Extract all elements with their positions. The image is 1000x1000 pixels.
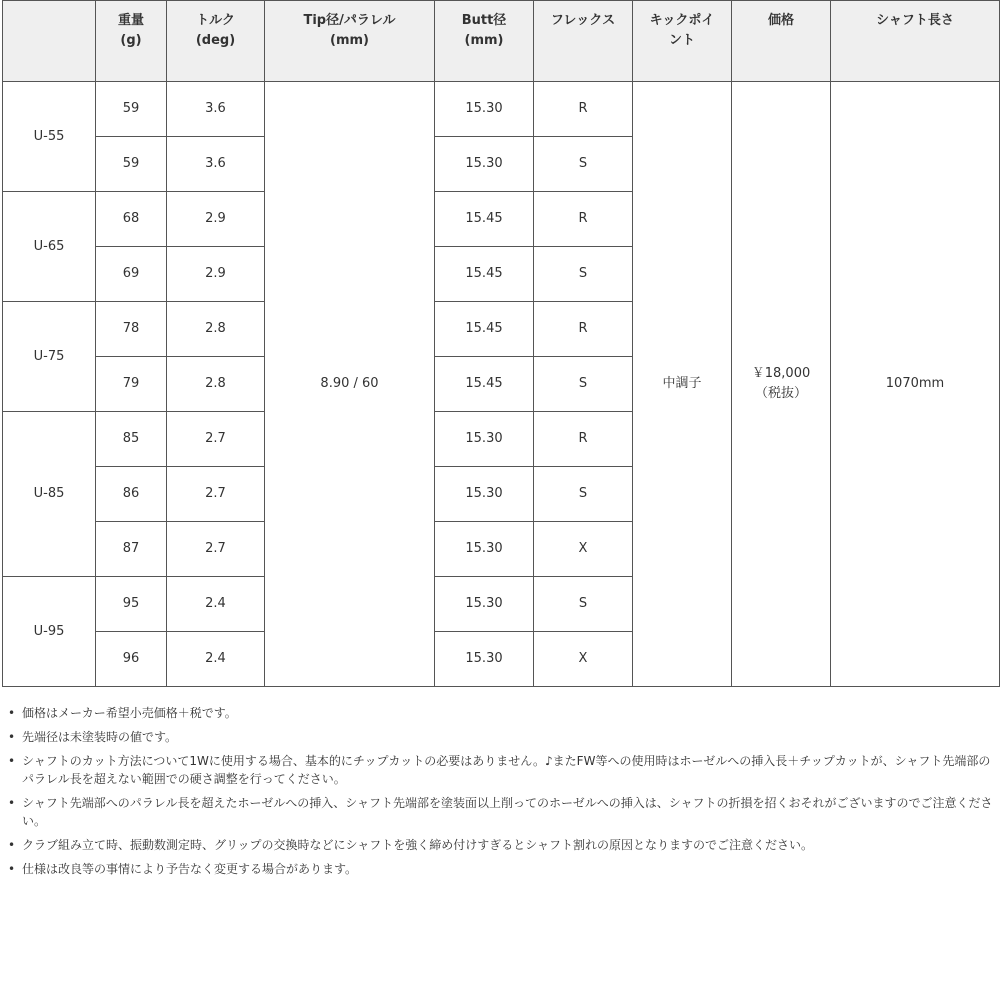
butt-cell: 15.30 <box>435 467 534 522</box>
flex-cell: S <box>534 467 633 522</box>
bullet-icon: • <box>8 838 16 852</box>
tip-cell: 8.90 / 60 <box>265 82 435 687</box>
torque-cell: 2.4 <box>167 632 265 687</box>
bullet-icon: • <box>8 706 16 720</box>
list-item <box>6 794 996 830</box>
list-item <box>6 752 996 788</box>
note-text: 先端径は未塗装時の値です。 <box>22 730 178 744</box>
list-item <box>6 728 996 746</box>
header-row <box>3 1 1000 82</box>
flex-cell: R <box>534 82 633 137</box>
torque-cell: 2.8 <box>167 357 265 412</box>
header-flex: フレックス <box>534 1 633 82</box>
header-price: 価格 <box>732 1 831 82</box>
bullet-icon: • <box>8 862 16 876</box>
butt-cell: 15.45 <box>435 247 534 302</box>
header-kick-point: キックポイ ント <box>633 1 732 82</box>
price-tax-note: （税抜） <box>754 386 807 401</box>
flex-cell: S <box>534 247 633 302</box>
butt-cell: 15.45 <box>435 357 534 412</box>
model-cell: U-95 <box>3 577 96 687</box>
model-cell: U-75 <box>3 302 96 412</box>
bullet-icon: • <box>8 754 16 768</box>
table-row <box>3 82 1000 137</box>
flex-cell: R <box>534 192 633 247</box>
butt-cell: 15.30 <box>435 137 534 192</box>
list-item <box>6 860 996 878</box>
model-cell: U-85 <box>3 412 96 577</box>
torque-cell: 2.9 <box>167 247 265 302</box>
weight-cell: 59 <box>96 137 167 192</box>
bullet-icon: • <box>8 796 16 810</box>
butt-cell: 15.45 <box>435 302 534 357</box>
weight-cell: 59 <box>96 82 167 137</box>
weight-cell: 69 <box>96 247 167 302</box>
weight-cell: 87 <box>96 522 167 577</box>
torque-cell: 3.6 <box>167 137 265 192</box>
weight-cell: 78 <box>96 302 167 357</box>
note-text: シャフト先端部へのパラレル長を超えたホーゼルへの挿入、シャフト先端部を塗装面以上削ってのホーゼルへの挿入は、シャフトの折損を招くおそれがございますのでご注意ください。 <box>22 796 993 828</box>
header-model <box>3 1 96 82</box>
spec-table <box>2 0 1000 687</box>
torque-cell: 2.7 <box>167 412 265 467</box>
header-weight: 重量 (g) <box>96 1 167 82</box>
flex-cell: R <box>534 302 633 357</box>
flex-cell: S <box>534 137 633 192</box>
notes-list <box>6 704 996 884</box>
butt-cell: 15.30 <box>435 632 534 687</box>
weight-cell: 86 <box>96 467 167 522</box>
butt-cell: 15.30 <box>435 522 534 577</box>
torque-cell: 3.6 <box>167 82 265 137</box>
kick-point-cell: 中調子 <box>633 82 732 687</box>
flex-cell: X <box>534 632 633 687</box>
weight-cell: 68 <box>96 192 167 247</box>
header-butt: Butt径 (mm) <box>435 1 534 82</box>
note-text: 仕様は改良等の事情により予告なく変更する場合があります。 <box>22 862 358 876</box>
butt-cell: 15.30 <box>435 577 534 632</box>
note-text: クラブ組み立て時、振動数測定時、グリップの交換時などにシャフトを強く締め付けすぎるとシャフト割れの原因となりますのでご注意ください。 <box>22 838 814 852</box>
bullet-icon: • <box>8 730 16 744</box>
torque-cell: 2.9 <box>167 192 265 247</box>
torque-cell: 2.4 <box>167 577 265 632</box>
header-length: シャフト長さ <box>831 1 1000 82</box>
flex-cell: S <box>534 357 633 412</box>
list-item <box>6 704 996 722</box>
butt-cell: 15.45 <box>435 192 534 247</box>
model-cell: U-55 <box>3 82 96 192</box>
weight-cell: 79 <box>96 357 167 412</box>
price-value: ￥18,000 <box>751 366 811 381</box>
weight-cell: 96 <box>96 632 167 687</box>
price-cell <box>732 82 831 687</box>
butt-cell: 15.30 <box>435 82 534 137</box>
flex-cell: R <box>534 412 633 467</box>
torque-cell: 2.7 <box>167 522 265 577</box>
torque-cell: 2.8 <box>167 302 265 357</box>
note-text: シャフトのカット方法について1Wに使用する場合、基本的にチップカットの必要はありません。♪またFW等への使用時はホーゼルへの挿入長＋チップカットが、シャフト先端部のパラレル長を超えない範囲での硬さ調整を行ってください。 <box>22 754 991 786</box>
header-torque: トルク (deg) <box>167 1 265 82</box>
butt-cell: 15.30 <box>435 412 534 467</box>
torque-cell: 2.7 <box>167 467 265 522</box>
weight-cell: 85 <box>96 412 167 467</box>
note-text: 価格はメーカー希望小売価格＋税です。 <box>22 706 237 720</box>
weight-cell: 95 <box>96 577 167 632</box>
flex-cell: X <box>534 522 633 577</box>
list-item <box>6 836 996 854</box>
flex-cell: S <box>534 577 633 632</box>
model-cell: U-65 <box>3 192 96 302</box>
header-tip: Tip径/パラレル (mm) <box>265 1 435 82</box>
length-cell: 1070mm <box>831 82 1000 687</box>
